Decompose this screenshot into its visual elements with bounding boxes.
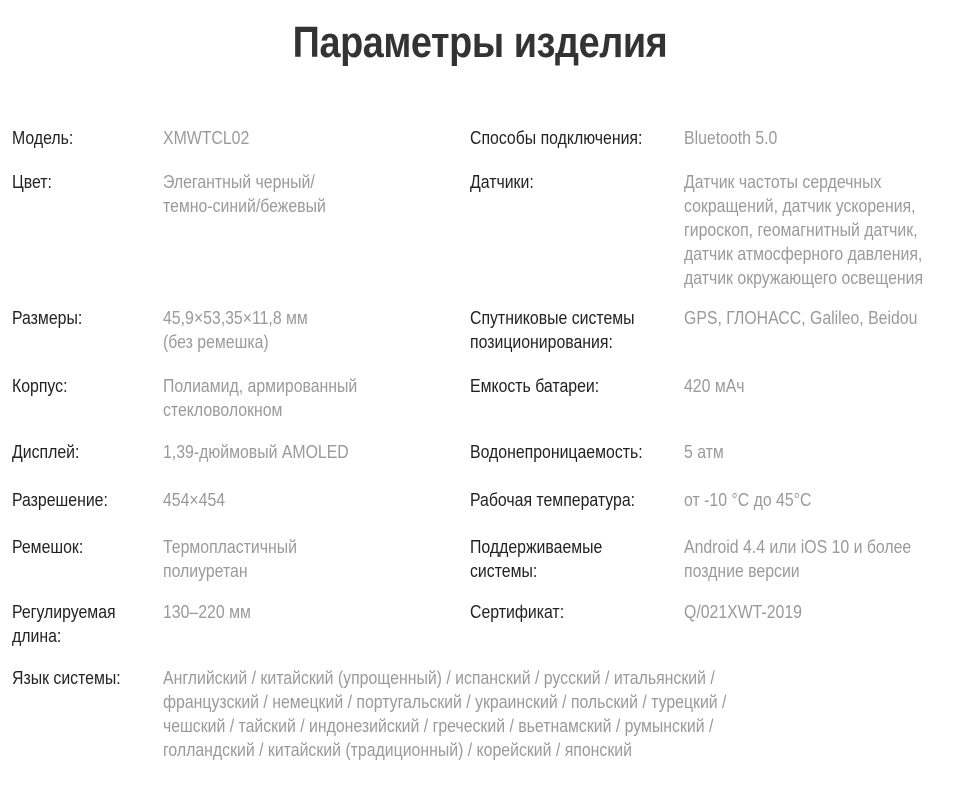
spec-value-connection: Bluetooth 5.0 xyxy=(684,128,778,148)
spec-value-battery: 420 мАч xyxy=(684,376,745,396)
spec-value-length: 130–220 мм xyxy=(163,602,251,622)
spec-label-battery: Емкость батареи: xyxy=(470,376,600,396)
spec-value-model: XMWTCL02 xyxy=(163,128,250,148)
spec-label-case: Корпус: xyxy=(12,376,68,396)
spec-label-length: Регулируемая длина: xyxy=(12,602,116,646)
spec-label-temperature: Рабочая температура: xyxy=(470,490,636,510)
spec-value-certificate: Q/021XWT-2019 xyxy=(684,602,802,622)
spec-value-temperature: от -10 °C до 45°C xyxy=(684,490,812,510)
spec-label-language: Язык системы: xyxy=(12,668,121,688)
spec-label-certificate: Сертификат: xyxy=(470,602,565,622)
spec-label-strap: Ремешок: xyxy=(12,537,84,557)
spec-value-supported-systems: Android 4.4 или iOS 10 и более поздние версии xyxy=(684,537,912,581)
spec-value-satellite: GPS, ГЛОНАСС, Galileo, Beidou xyxy=(684,308,918,328)
spec-value-water-resistance: 5 атм xyxy=(684,442,724,462)
page-title: Параметры изделия xyxy=(292,18,668,67)
spec-label-satellite: Спутниковые системы позиционирования: xyxy=(470,308,635,352)
spec-label-color: Цвет: xyxy=(12,172,52,192)
spec-value-language: Английский / китайский (упрощенный) / испанский / русский / итальянский / французский / немецкий / португальский / украинский / польский / турецкий / чешский / тайский / индонезийский / греческий / вьетнамский / румынский / голландский / китайский (традиционный) / корейский / японский xyxy=(163,668,727,760)
spec-label-supported-systems: Поддерживаемые системы: xyxy=(470,537,603,581)
spec-label-water-resistance: Водонепроницаемость: xyxy=(470,442,643,462)
spec-label-sensors: Датчики: xyxy=(470,172,534,192)
spec-value-resolution: 454×454 xyxy=(163,490,226,510)
spec-label-display: Дисплей: xyxy=(12,442,80,462)
spec-value-display: 1,39-дюймовый AMOLED xyxy=(163,442,349,462)
spec-value-sensors: Датчик частоты сердечных сокращений, датчик ускорения, гироскоп, геомагнитный датчик, датчик атмосферного давления, датчик окружающего освещения xyxy=(684,172,924,288)
spec-value-size: 45,9×53,35×11,8 мм (без ремешка) xyxy=(163,308,308,352)
spec-label-resolution: Разрешение: xyxy=(12,490,108,510)
spec-label-connection: Способы подключения: xyxy=(470,128,643,148)
spec-value-strap: Термопластичный полиуретан xyxy=(163,537,297,581)
spec-label-model: Модель: xyxy=(12,128,74,148)
spec-value-color: Элегантный черный/ темно-синий/бежевый xyxy=(163,172,326,216)
spec-label-size: Размеры: xyxy=(12,308,83,328)
spec-value-case: Полиамид, армированный стекловолокном xyxy=(163,376,358,420)
